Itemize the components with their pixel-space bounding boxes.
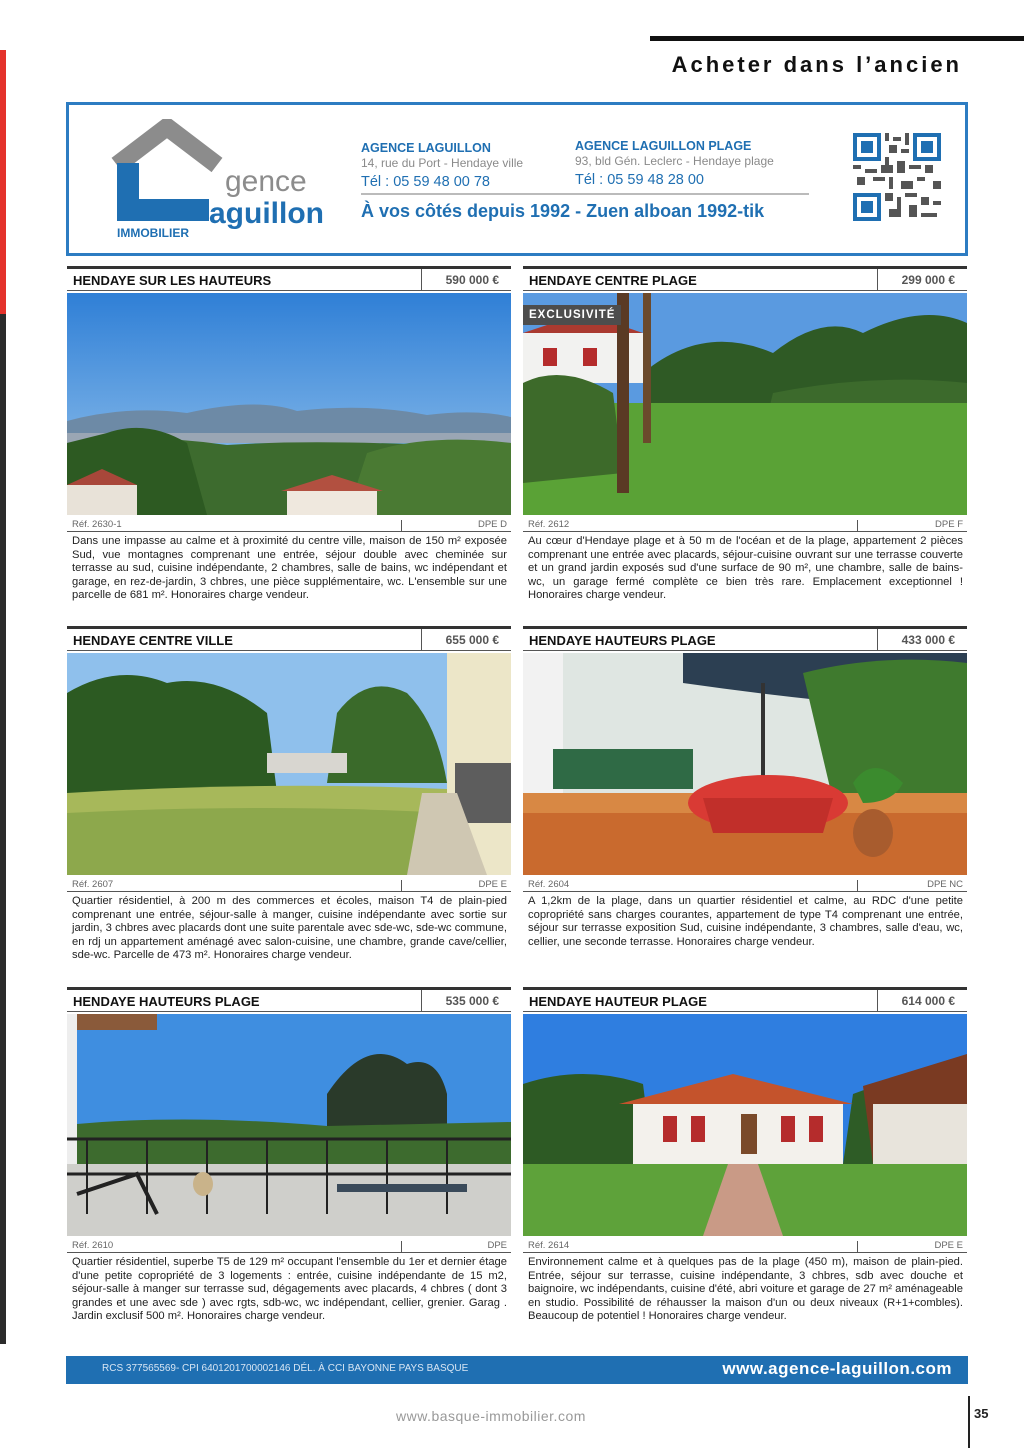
listing-description: Au cœur d'Hendaye plage et à 50 m de l'océan et de la plage, appartement 2 pièces comprenant une entrée avec placards, séjour-cuisine ouvrant sur une terrasse couverte et un grand jardin exposés sud d'une surface de 90 m², une chambre, salle de bains-wc, un garage fermé complète ce bien très rare. Emplacement exceptionnel ! Honoraires charge vendeur. <box>528 535 963 602</box>
listing-header <box>523 266 967 291</box>
listing-title: HENDAYE HAUTEUR PLAGE <box>529 994 707 1009</box>
listing-price: 590 000 € <box>421 269 511 290</box>
listing-title: HENDAYE CENTRE VILLE <box>73 633 233 648</box>
listing-photo[interactable] <box>523 653 967 875</box>
listing-header <box>67 987 511 1012</box>
listing-price: 614 000 € <box>877 990 967 1011</box>
listing-ref: Réf. 2614 <box>528 1240 570 1251</box>
listing-card[interactable] <box>523 987 967 1324</box>
listing-dpe: DPE F <box>935 519 963 530</box>
listing-dpe: DPE NC <box>927 879 963 890</box>
listing-ref: Réf. 2612 <box>528 519 570 530</box>
house-logo-icon <box>99 119 339 241</box>
listing-ref: Réf. 2630-1 <box>72 519 122 530</box>
listing-title: HENDAYE HAUTEURS PLAGE <box>529 633 716 648</box>
footer-bar <box>66 1356 968 1384</box>
listing-card[interactable] <box>67 987 511 1324</box>
office-plage-name: AGENCE LAGUILLON PLAGE <box>575 139 752 153</box>
listing-description: Quartier résidentiel, à 200 m des commerces et écoles, maison T4 de plain-pied comprenant une entrée, séjour-salle à manger, cuisine indépendante avec sortie sur jardin, 3 chbres avec placards dont une suite parentale avec sde-wc, sde-wc commune, en rdj un appartement aménagé avec salon-cuisine, une chambre, grande cave/cellier, sde-wc. Parcelle de 473 m². Honoraires charge vendeur. <box>72 895 507 962</box>
listing-description: Environnement calme et à quelques pas de la plage (450 m), maison de plain-pied. Entrée, séjour sur terrasse, cuisine indépendante, 3 chbres, sdb avec douche et baignoire, wc indépendants, cuisine d'été, abri voiture et garage de 27 m² aménageable en studio. Possibilité de réhausser la maison d'un ou deux niveaux (R+1+combles). Beaucoup de potentiel ! Honoraires charge vendeur. <box>528 1256 963 1323</box>
listing-price: 535 000 € <box>421 990 511 1011</box>
listing-title: HENDAYE HAUTEURS PLAGE <box>73 994 260 1009</box>
listing-price: 299 000 € <box>877 269 967 290</box>
footer-website-link[interactable]: www.agence-laguillon.com <box>722 1359 952 1378</box>
portal-link[interactable]: www.basque-immobilier.com <box>396 1408 586 1424</box>
listing-dpe: DPE E <box>478 879 507 890</box>
edge-red-bar <box>0 50 6 314</box>
listing-ref-row <box>523 518 967 532</box>
office-ville-name: AGENCE LAGUILLON <box>361 141 491 155</box>
listing-ref: Réf. 2607 <box>72 879 114 890</box>
exclusivity-badge: EXCLUSIVITÉ <box>523 305 621 325</box>
listing-photo[interactable] <box>67 653 511 875</box>
section-title: Acheter dans l’ancien <box>671 52 962 77</box>
listing-dpe: DPE E <box>934 1240 963 1251</box>
listing-header <box>67 266 511 291</box>
listing-ref-row <box>67 878 511 892</box>
listing-card[interactable] <box>67 266 511 603</box>
listing-ref: Réf. 2610 <box>72 1240 114 1251</box>
footer-legal: RCS 377565569- CPI 6401201700002146 DÉL. À CCI BAYONNE PAYS BASQUE <box>102 1363 469 1374</box>
logo-immobilier: IMMOBILIER <box>117 226 189 240</box>
listing-ref-row <box>523 1239 967 1253</box>
listing-card[interactable] <box>67 626 511 963</box>
office-plage-phone[interactable]: Tél : 05 59 48 28 00 <box>575 172 704 188</box>
qr-code-icon[interactable] <box>853 133 941 221</box>
listing-description: A 1,2km de la plage, dans un quartier résidentiel et calme, au RDC d'une petite copropriété sans charges courantes, appartement de type T4 comprenant une entrée, séjour sur terrasse exposition Sud, cuisine indépendante, 3 chambres, salle d'eau, wc, cellier, une seconde terrasse. Honoraires charge vendeur. <box>528 895 963 948</box>
listing-header <box>523 987 967 1012</box>
listing-dpe: DPE D <box>477 519 507 530</box>
header-rule <box>650 36 1024 41</box>
listing-ref: Réf. 2604 <box>528 879 570 890</box>
listing-description: Dans une impasse au calme et à proximité du centre ville, maison de 150 m² exposée Sud, vue montagnes comprenant une entrée, séjour double avec cheminée sur terrasse au sud, cuisine indépendante, 2 chambres, salle de bains, wc indépendant et garage, en rez-de-jardin, 3 chbres, une pièce supplémentaire, wc. L'ensemble sur une parcelle de 681 m². Honoraires charge vendeur. <box>72 535 507 602</box>
office-plage <box>575 139 774 188</box>
listing-description: Quartier résidentiel, superbe T5 de 129 m² occupant l'ensemble du 1er et dernier étage d'une petite copropriété de 3 logements : entrée, cuisine indépendante de 15 m2, séjour-salle à manger sur terrasse sud, dégagements avec placards, 4 chbres ( dont 3 grandes et une avec sde ) avec rgts, sdb-wc, wc indépendant, cellier, grenier. Garag . Jardin exclusif 500 m². Honoraires charge vendeur. <box>72 1256 507 1323</box>
office-ville <box>361 141 523 190</box>
listing-title: HENDAYE SUR LES HAUTEURS <box>73 273 272 288</box>
listing-photo[interactable] <box>67 293 511 515</box>
edge-dark-bar <box>0 314 6 1344</box>
listing-ref-row <box>67 1239 511 1253</box>
listing-photo[interactable] <box>67 1014 511 1236</box>
listing-price: 433 000 € <box>877 629 967 650</box>
logo-word-gence: gence <box>225 165 307 198</box>
listing-price: 655 000 € <box>421 629 511 650</box>
office-ville-address: 14, rue du Port - Hendaye ville <box>361 156 524 170</box>
listing-ref-row <box>523 878 967 892</box>
listing-card[interactable] <box>523 266 967 603</box>
agency-tagline: À vos côtés depuis 1992 - Zuen alboan 1992-tik <box>361 201 765 221</box>
listing-dpe: DPE <box>487 1240 507 1251</box>
listing-photo[interactable] <box>523 293 967 515</box>
agency-banner <box>66 102 968 256</box>
agency-divider <box>361 193 809 195</box>
listing-header <box>67 626 511 651</box>
agency-logo <box>99 119 339 241</box>
listing-card[interactable] <box>523 626 967 949</box>
logo-word-aguillon: aguillon <box>209 197 324 230</box>
office-ville-phone[interactable]: Tél : 05 59 48 00 78 <box>361 174 490 190</box>
listing-photo[interactable] <box>523 1014 967 1236</box>
office-plage-address: 93, bld Gén. Leclerc - Hendaye plage <box>575 154 774 168</box>
listing-header <box>523 626 967 651</box>
listing-title: HENDAYE CENTRE PLAGE <box>529 273 697 288</box>
page-number: 35 <box>968 1396 994 1448</box>
listing-ref-row <box>67 518 511 532</box>
